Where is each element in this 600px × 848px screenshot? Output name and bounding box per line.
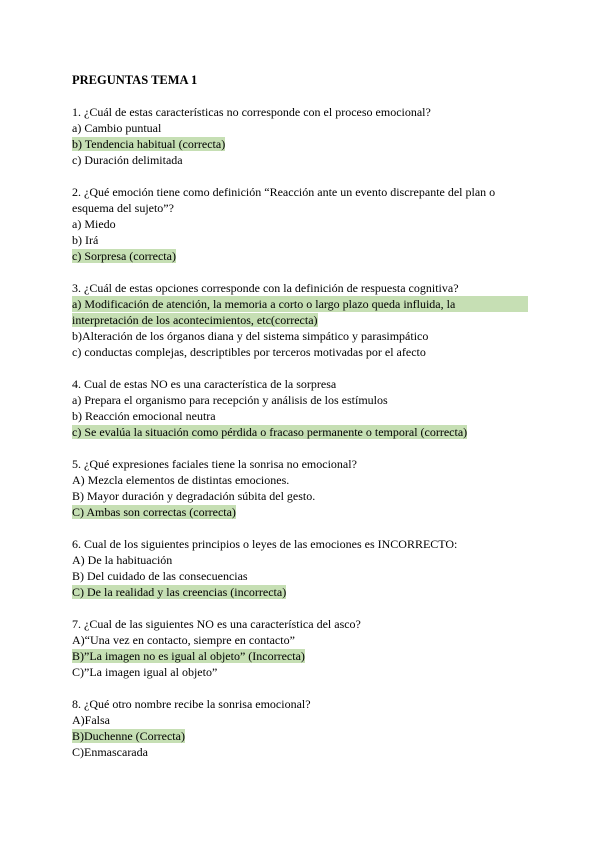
option-a: A)Falsa xyxy=(72,713,110,727)
option-b: B) Mayor duración y degradación súbita del gesto. xyxy=(72,489,316,503)
option-c-correct: c) Sorpresa (correcta) xyxy=(72,249,176,263)
option-b-correct: B)Duchenne (Correcta) xyxy=(72,729,185,743)
option-a-correct-line-2: interpretación de los acontecimientos, etc(correcta) xyxy=(72,313,318,327)
option-c: c) conductas complejas, descriptibles por terceros motivadas por el afecto xyxy=(72,345,426,359)
option-a: a) Miedo xyxy=(72,217,116,231)
option-a-correct-line-1: a) Modificación de atención, la memoria a corto o largo plazo queda influida, la xyxy=(72,296,528,312)
option-b: b) Irá xyxy=(72,233,99,247)
option-c: C)”La imagen igual al objeto” xyxy=(72,665,218,679)
question-1 xyxy=(72,104,528,168)
question-8 xyxy=(72,696,528,760)
option-b: B) Del cuidado de las consecuencias xyxy=(72,569,248,583)
option-a: a) Cambio puntual xyxy=(72,121,162,135)
question-text: 3. ¿Cuál de estas opciones corresponde con la definición de respuesta cognitiva? xyxy=(72,281,459,295)
question-2 xyxy=(72,184,528,264)
question-text: 1. ¿Cuál de estas características no corresponde con el proceso emocional? xyxy=(72,105,431,119)
question-3 xyxy=(72,280,528,360)
option-a: A)“Una vez en contacto, siempre en contacto” xyxy=(72,633,295,647)
option-b: b)Alteración de los órganos diana y del sistema simpático y parasimpático xyxy=(72,329,429,343)
page-title: PREGUNTAS TEMA 1 xyxy=(72,73,198,87)
question-text-line-1: 2. ¿Qué emoción tiene como definición “Reacción ante un evento discrepante del plan o xyxy=(72,185,496,199)
question-text: 4. Cual de estas NO es una característica de la sorpresa xyxy=(72,377,337,391)
question-text: 7. ¿Cual de las siguientes NO es una característica del asco? xyxy=(72,617,361,631)
question-text: 5. ¿Qué expresiones faciales tiene la sonrisa no emocional? xyxy=(72,457,357,471)
option-c-answer: C) De la realidad y las creencias (incorrecta) xyxy=(72,585,287,599)
question-7 xyxy=(72,616,528,680)
option-b-correct: b) Tendencia habitual (correcta) xyxy=(72,137,226,151)
option-c: c) Duración delimitada xyxy=(72,153,183,167)
question-text: 8. ¿Qué otro nombre recibe la sonrisa emocional? xyxy=(72,697,311,711)
question-5 xyxy=(72,456,528,520)
question-text: 6. Cual de los siguientes principios o leyes de las emociones es INCORRECTO: xyxy=(72,537,458,551)
option-c-correct: C) Ambas son correctas (correcta) xyxy=(72,505,236,519)
option-a: a) Prepara el organismo para recepción y análisis de los estímulos xyxy=(72,393,388,407)
option-a: A) Mezcla elementos de distintas emociones. xyxy=(72,473,290,487)
option-c: C)Enmascarada xyxy=(72,745,148,759)
question-text-line-2: esquema del sujeto”? xyxy=(72,201,174,215)
question-4 xyxy=(72,376,528,440)
option-a: A) De la habituación xyxy=(72,553,173,567)
option-c-correct: c) Se evalúa la situación como pérdida o fracaso permanente o temporal (correcta) xyxy=(72,425,468,439)
question-6 xyxy=(72,536,528,600)
option-b-answer: B)”La imagen no es igual al objeto” (Incorrecta) xyxy=(72,649,305,663)
option-b: b) Reacción emocional neutra xyxy=(72,409,216,423)
